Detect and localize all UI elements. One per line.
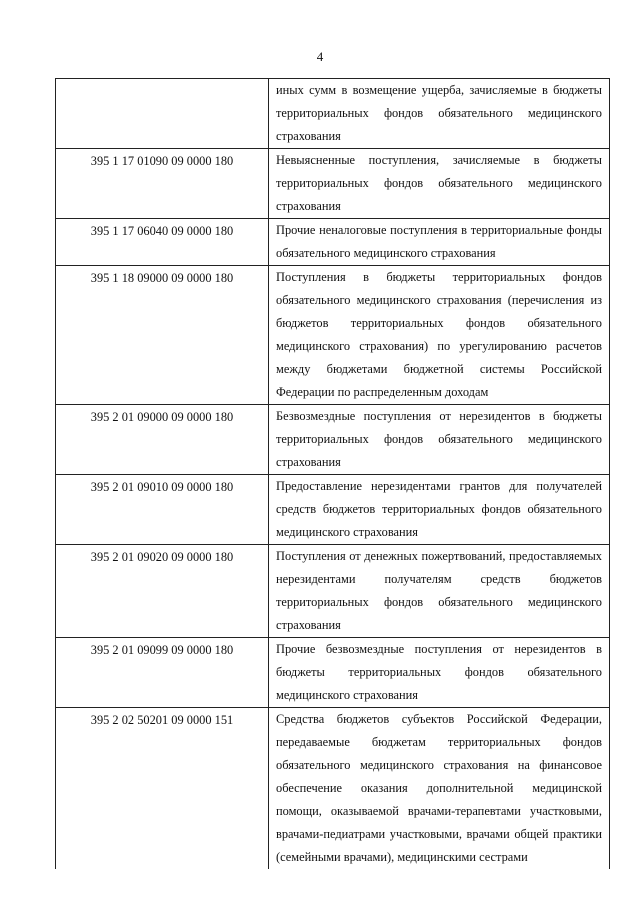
page-number: 4 xyxy=(316,49,324,64)
budget-code-cell xyxy=(56,79,269,149)
table-row xyxy=(56,708,610,870)
description-cell: Невыясненные поступления, зачисляемые в бюджеты территориальных фондов обязательного медицинского страхования xyxy=(269,149,610,219)
table-row xyxy=(56,405,610,475)
description-cell: Прочие безвозмездные поступления от нерезидентов в бюджеты территориальных фондов обязательного медицинского страхования xyxy=(269,638,610,708)
budget-code-cell: 395 2 02 50201 09 0000 151 xyxy=(56,708,269,870)
description-cell: Поступления в бюджеты территориальных фондов обязательного медицинского страхования (перечисления из бюджетов территориальных фондов обязательного медицинского страхования) по урегулированию расчетов между бюджетами бюджетной системы Российской Федерации по распределенным доходам xyxy=(269,266,610,405)
budget-code-cell: 395 1 18 09000 09 0000 180 xyxy=(56,266,269,405)
budget-code-cell: 395 2 01 09099 09 0000 180 xyxy=(56,638,269,708)
budget-code-cell: 395 2 01 09010 09 0000 180 xyxy=(56,475,269,545)
description-cell: Предоставление нерезидентами грантов для получателей средств бюджетов территориальных фондов обязательного медицинского страхования xyxy=(269,475,610,545)
table-row xyxy=(56,219,610,266)
description-cell: Поступления от денежных пожертвований, предоставляемых нерезидентами получателям средств бюджетов территориальных фондов обязательного медицинского страхования xyxy=(269,545,610,638)
description-cell: Средства бюджетов субъектов Российской Федерации, передаваемые бюджетам территориальных фондов обязательного медицинского страхования на финансовое обеспечение оказания дополнительной медицинской помощи, оказываемой врачами-терапевтами участковыми, врачами-педиатрами участковыми, врачами общей практики (семейными врачами), медицинскими сестрами xyxy=(269,708,610,870)
table-row xyxy=(56,149,610,219)
table-row xyxy=(56,545,610,638)
table-row xyxy=(56,266,610,405)
classification-table xyxy=(55,78,610,869)
table-row xyxy=(56,79,610,149)
table-row xyxy=(56,638,610,708)
budget-code-cell: 395 1 17 01090 09 0000 180 xyxy=(56,149,269,219)
budget-code-cell: 395 2 01 09000 09 0000 180 xyxy=(56,405,269,475)
description-cell: Безвозмездные поступления от нерезидентов в бюджеты территориальных фондов обязательного медицинского страхования xyxy=(269,405,610,475)
budget-code-cell: 395 1 17 06040 09 0000 180 xyxy=(56,219,269,266)
description-cell: иных сумм в возмещение ущерба, зачисляемые в бюджеты территориальных фондов обязательного медицинского страхования xyxy=(269,79,610,149)
description-cell: Прочие неналоговые поступления в территориальные фонды обязательного медицинского страхования xyxy=(269,219,610,266)
budget-code-cell: 395 2 01 09020 09 0000 180 xyxy=(56,545,269,638)
table-row xyxy=(56,475,610,545)
